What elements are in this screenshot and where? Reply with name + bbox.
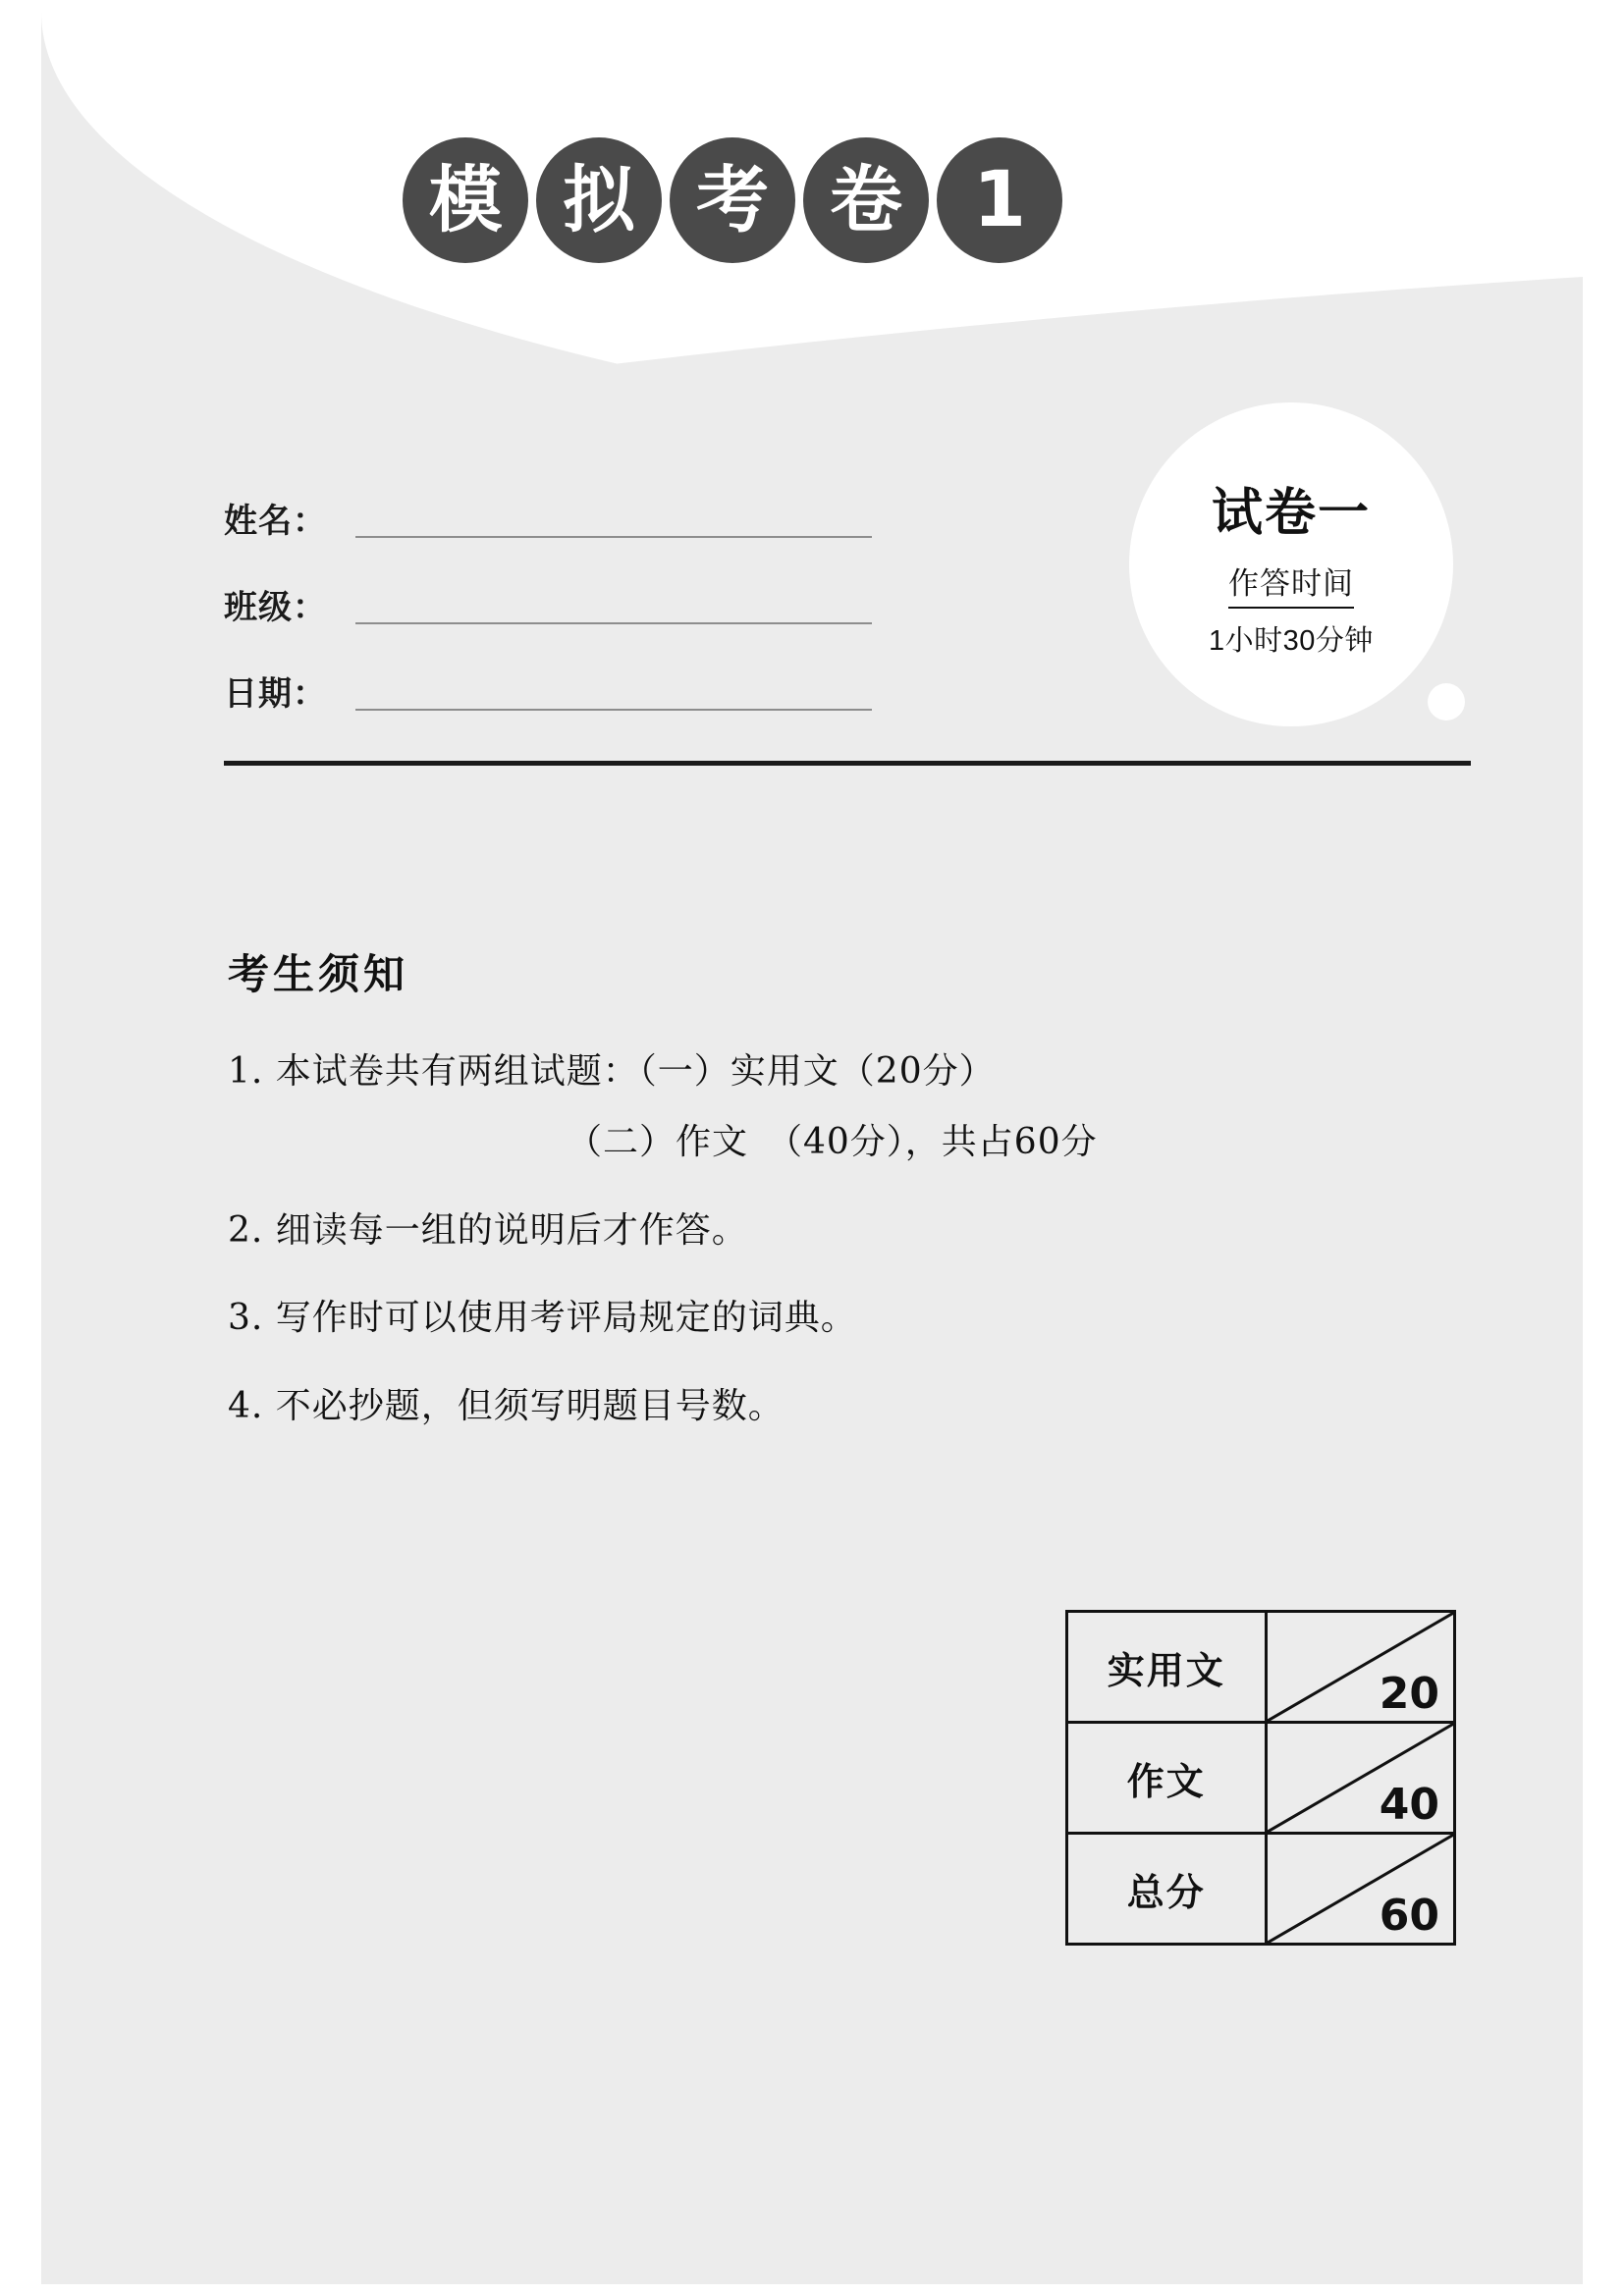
marks-row-max-2: 40 <box>1379 1780 1439 1830</box>
marks-row-max-1: 20 <box>1379 1669 1439 1719</box>
field-class <box>224 548 872 634</box>
title-char-1: 模 <box>403 137 528 263</box>
title-char-2: 拟 <box>536 137 662 263</box>
paper-time-badge <box>1129 402 1475 748</box>
marks-row-score-1[interactable] <box>1266 1612 1454 1723</box>
marks-row-label-1: 实用文 <box>1067 1612 1267 1723</box>
title-char-3: 考 <box>670 137 795 263</box>
badge-subtitle: 作答时间 <box>1228 559 1354 609</box>
page-title <box>403 137 1062 263</box>
table-row <box>1067 1723 1455 1834</box>
marks-row-max-3: 60 <box>1379 1891 1439 1941</box>
candidate-notes <box>228 942 1475 1468</box>
field-class-input[interactable] <box>355 620 872 624</box>
field-name-label: 姓名： <box>224 503 327 540</box>
table-row <box>1067 1612 1455 1723</box>
note-item-1: 1. 本试卷共有两组试题：（一）实用文（20分） <box>228 1051 996 1092</box>
badge-title: 试卷一 <box>1211 484 1371 542</box>
title-char-4: 卷 <box>803 137 929 263</box>
table-row <box>1067 1834 1455 1945</box>
note-item-4: 4. 不必抄题，但须写明题目号数。 <box>228 1386 785 1427</box>
note-item-2: 2. 细读每一组的说明后才作答。 <box>228 1209 748 1251</box>
paper-number-badge: 1 <box>937 137 1062 263</box>
marks-row-label-2: 作文 <box>1067 1723 1267 1834</box>
badge-duration: 1小时30分钟 <box>1209 624 1374 657</box>
field-name-input[interactable] <box>355 534 872 538</box>
badge-accent-dot <box>1428 683 1465 721</box>
marks-row-score-2[interactable] <box>1266 1723 1454 1834</box>
badge-body <box>1129 402 1453 726</box>
field-date <box>224 634 872 721</box>
marks-row-label-3: 总分 <box>1067 1834 1267 1945</box>
field-class-label: 班级： <box>224 589 327 626</box>
notes-heading: 考生须知 <box>228 950 409 998</box>
field-name <box>224 461 872 548</box>
marks-table <box>1065 1610 1456 1946</box>
student-info-block <box>224 461 872 721</box>
field-date-label: 日期： <box>224 675 327 713</box>
header-divider <box>224 761 1471 766</box>
note-item-3: 3. 写作时可以使用考评局规定的词典。 <box>228 1298 857 1339</box>
note-item-1-continuation: （二）作文 （40分），共占60分 <box>567 1121 1098 1162</box>
marks-row-score-3[interactable] <box>1266 1834 1454 1945</box>
field-date-input[interactable] <box>355 707 872 711</box>
